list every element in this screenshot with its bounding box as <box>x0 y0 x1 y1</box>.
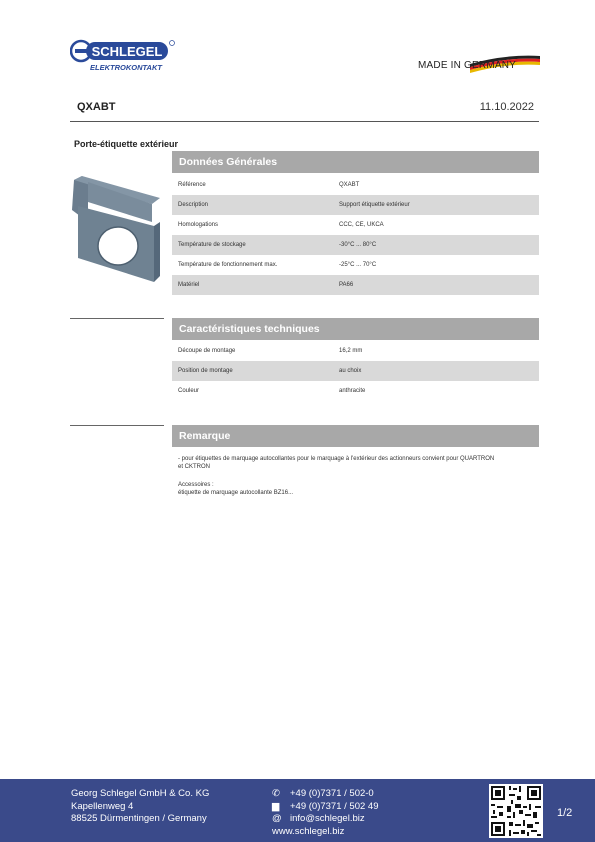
row-key: Position de montage <box>178 368 233 374</box>
website-link[interactable]: www.schlegel.biz <box>272 825 345 837</box>
table-row <box>172 175 539 195</box>
email-icon: @ <box>272 813 282 824</box>
table-row <box>172 235 539 255</box>
divider <box>70 121 539 122</box>
table-row <box>172 381 539 401</box>
email-link[interactable]: info@schlegel.biz <box>290 813 365 824</box>
row-value: -25°C ... 70°C <box>339 262 377 268</box>
row-value: anthracite <box>339 388 366 394</box>
city: 88525 Dürmentingen / Germany <box>71 813 207 824</box>
accessories <box>178 481 538 497</box>
row-key: Référence <box>178 182 206 188</box>
phone-icon: ✆ <box>272 788 280 799</box>
made-in-germany: MADE IN GERMANY <box>418 60 517 71</box>
schlegel-logo <box>70 38 178 72</box>
table-row <box>172 275 539 295</box>
row-value: QXABT <box>339 182 360 188</box>
fax: +49 (0)7371 / 502 49 <box>290 800 379 812</box>
section-header-technical: Caractéristiques techniques <box>172 318 539 340</box>
table-row <box>172 255 539 275</box>
accessories-label: Accessoires : <box>178 482 214 488</box>
row-value: Support étiquette extérieur <box>339 202 410 208</box>
footer-address <box>71 788 209 826</box>
svg-text:ELEKTROKONTAKT: ELEKTROKONTAKT <box>90 63 162 72</box>
row-value: CCC, CE, UKCA <box>339 222 384 228</box>
row-key: Température de stockage <box>178 242 246 248</box>
product-subtitle: Porte-étiquette extérieur <box>74 139 179 149</box>
remark-line: - pour étiquettes de marquage autocollantes pour le marquage à l'extérieur des actionneurs convient pour QUARTRON <box>178 456 495 462</box>
row-key: Couleur <box>178 388 200 394</box>
company-name: Georg Schlegel GmbH & Co. KG <box>71 788 210 799</box>
table-row <box>172 215 539 235</box>
qr-code <box>489 784 543 838</box>
svg-text:SCHLEGEL: SCHLEGEL <box>91 44 163 59</box>
footer-contact <box>272 788 378 838</box>
product-image <box>70 176 166 282</box>
section-header-general: Données Générales <box>172 151 539 173</box>
row-value: 16,2 mm <box>339 348 363 354</box>
fax-icon: ▆ <box>272 800 280 812</box>
row-key: Matériel <box>178 282 200 288</box>
divider <box>70 318 164 319</box>
section-header-remark: Remarque <box>172 425 539 447</box>
row-key: Température de fonctionnement max. <box>178 262 278 268</box>
divider <box>70 425 164 426</box>
row-value: -30°C ... 80°C <box>339 242 377 248</box>
document-date: 11.10.2022 <box>479 101 534 113</box>
table-row <box>172 341 539 361</box>
row-key: Description <box>178 202 209 208</box>
phone: +49 (0)7371 / 502-0 <box>290 788 374 799</box>
remark-text <box>178 455 538 471</box>
product-code: QXABT <box>77 101 116 113</box>
table-row <box>172 361 539 381</box>
accessories-value: étiquette de marquage autocollante BZ16... <box>178 490 294 496</box>
row-key: Homologations <box>178 222 219 228</box>
remark-line: et CKTRON <box>178 464 211 470</box>
row-key: Découpe de montage <box>178 348 236 354</box>
page-number: 1/2 <box>557 807 573 819</box>
row-value: au choix <box>339 368 362 374</box>
street: Kapellenweg 4 <box>71 800 134 812</box>
row-value: PA66 <box>339 282 354 288</box>
table-row <box>172 195 539 215</box>
